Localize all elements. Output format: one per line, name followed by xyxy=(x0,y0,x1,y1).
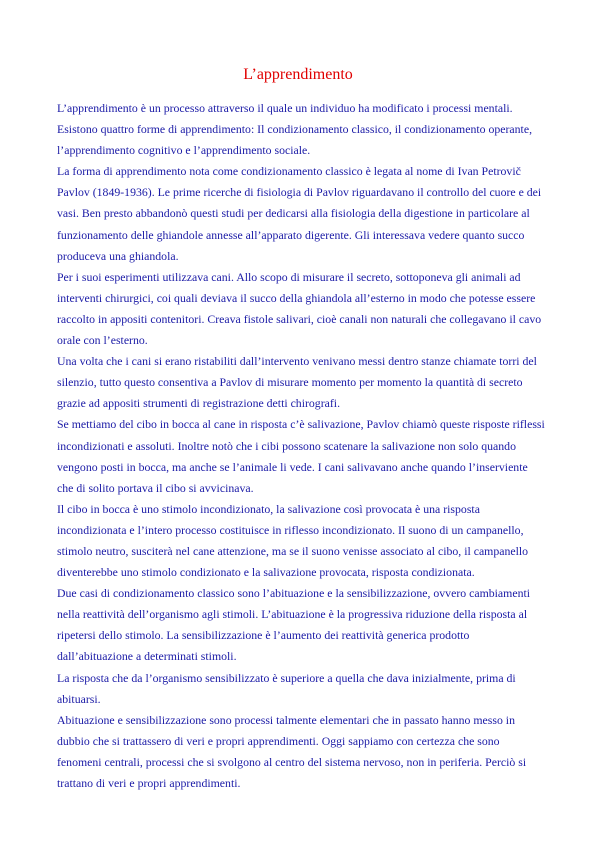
document-title: L’apprendimento xyxy=(243,66,353,83)
document-body xyxy=(57,98,547,794)
paragraph: Il cibo in bocca è uno stimolo incondizionato, la salivazione così provocata è una risposta incondizionata e l’intero processo costituisce in riflesso incondizionato. Il suono di un campanello, stimolo neutro, susciterà nel cane attenzione, ma se il suono venisse associato al cibo, il campanello diventerebbe uno stimolo condizionato e la salivazione provocata, risposta condizionata. xyxy=(57,501,529,580)
paragraph: La risposta che da l’organismo sensibilizzato è superiore a quella che dava inizialmente, prima di abituarsi. xyxy=(57,670,516,706)
paragraph: Due casi di condizionamento classico sono l’abituazione e la sensibilizzazione, ovvero cambiamenti nella reattività dell’organismo agli stimoli. L’abituazione è la progressiva riduzione della risposta al ripetersi dello stimolo. La sensibilizzazione è l’aumento dei reattività generica prodotto dall’abituazione a determinati stimoli. xyxy=(57,586,531,664)
paragraph: Per i suoi esperimenti utilizzava cani. Allo scopo di misurare il secreto, sottoponeva gli animali ad interventi chirurgici, coi quali deviava il succo della ghiandola all’esterno in modo che potesse essere raccolto in appositi contenitori. Creava fistole salivari, cioè canali non naturali che collegavano il cavo orale con l’esterno. xyxy=(57,269,542,348)
paragraph: L’apprendimento è un processo attraverso il quale un individuo ha modificato i processi mentali. Esistono quattro forme di apprendimento: Il condizionamento classico, il condizionamento operante, l’apprendimento cognitivo e l’apprendimento sociale. xyxy=(57,101,533,158)
paragraph: Se mettiamo del cibo in bocca al cane in risposta c’è salivazione, Pavlov chiamò queste risposte riflessi incondizionati e assoluti. Inoltre notò che i cibi possono scatenare la salivazione non solo quando vengono posti in bocca, ma anche se l’animale li vede. I cani salivavano anche quando l’inserviente che di solito portava il cibo si avvicinava. xyxy=(57,417,545,495)
paragraph: Abituazione e sensibilizzazione sono processi talmente elementari che in passato hanno messo in dubbio che si trattassero di veri e propri apprendimenti. Oggi sappiamo con certezza che sono fenomeni centrali, processi che si svolgono al centro del sistema nervoso, non in periferia. Perciò si trattano di veri e propri apprendimenti. xyxy=(57,712,527,790)
paragraph: Una volta che i cani si erano ristabiliti dall’intervento venivano messi dentro stanze chiamate torri del silenzio, tutto questo consentiva a Pavlov di misurare momento per momento la quantità di secreto grazie ad appositi strumenti di registrazione detti chirografi. xyxy=(57,354,537,411)
paragraph: La forma di apprendimento nota come condizionamento classico è legata al nome di Ivan Petrovič Pavlov (1849-1936). Le prime ricerche di fisiologia di Pavlov riguardavano il controllo del cuore e dei vasi. Ben presto abbandonò questi studi per dedicarsi alla fisiologia della digestione in particolare al funzionamento delle ghiandole annesse all’apparato digerente. Gli interessava vedere quanto succo produceva una ghiandola. xyxy=(57,164,542,263)
